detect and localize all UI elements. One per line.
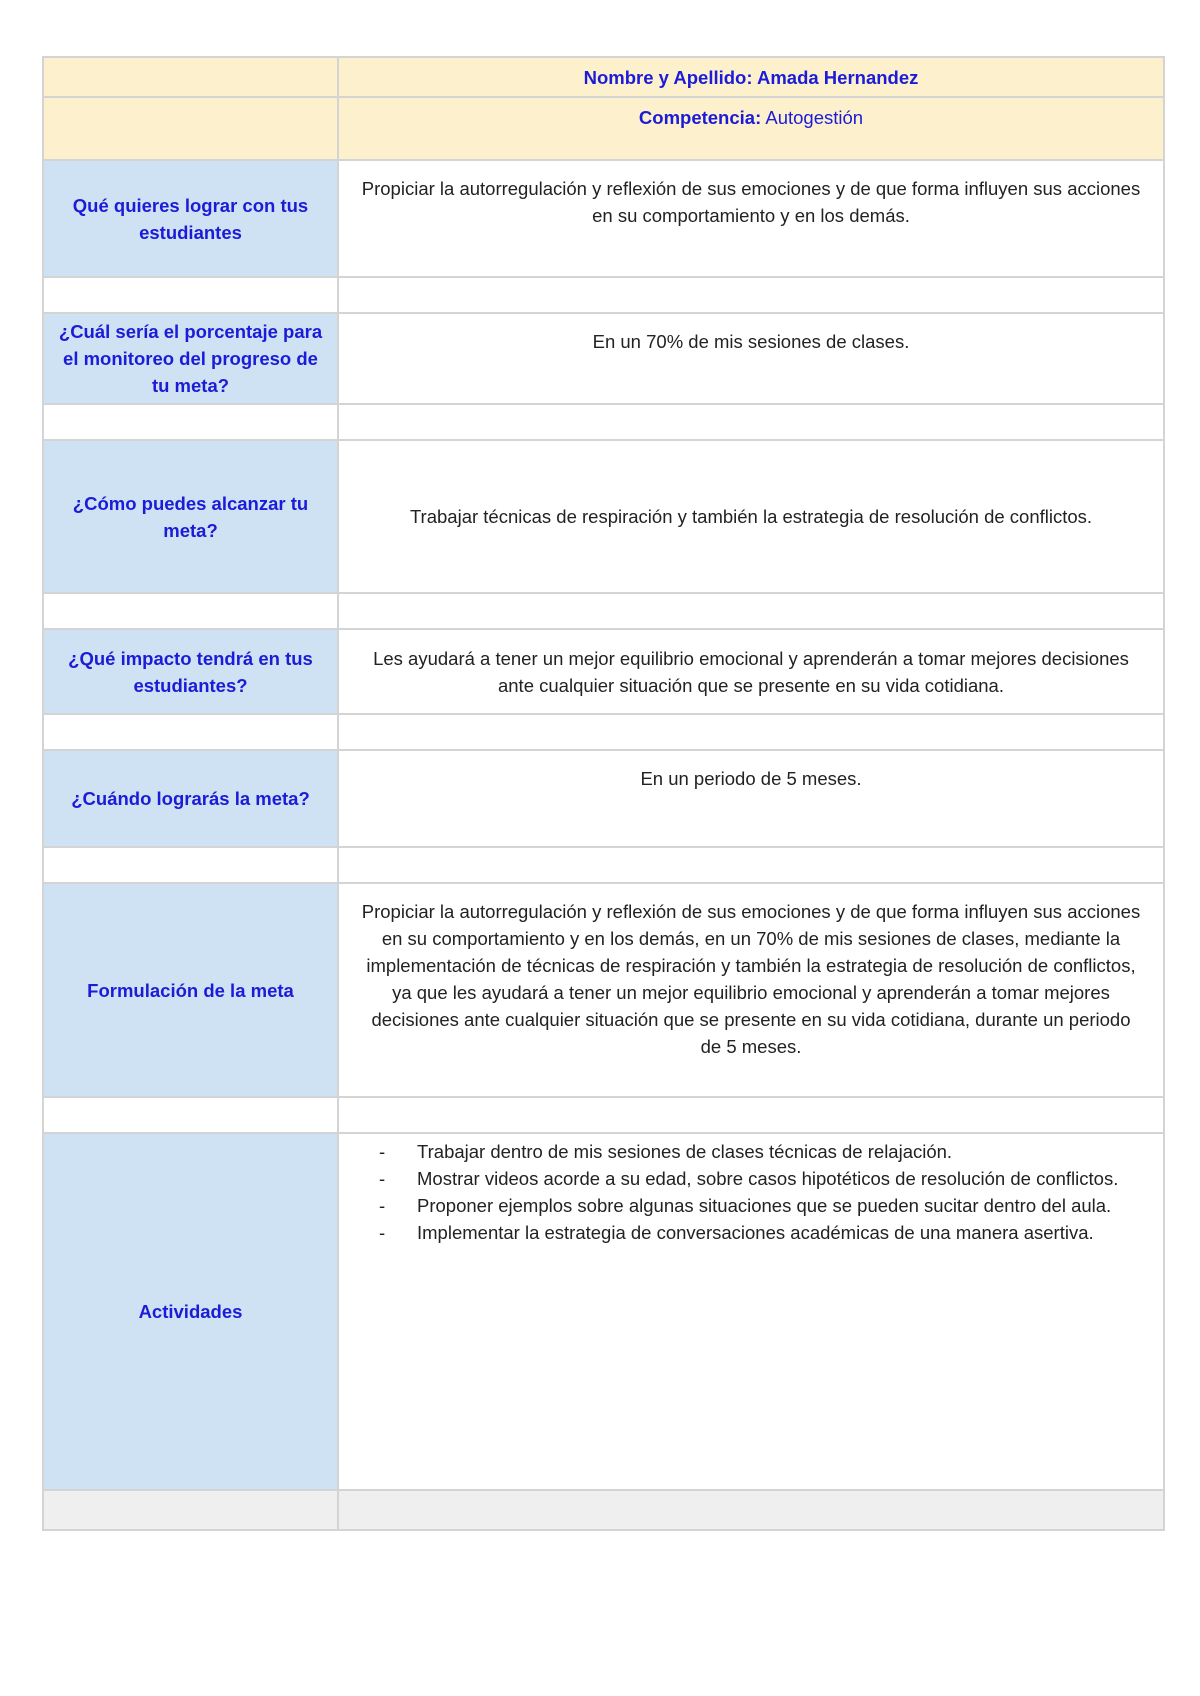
row-label: Formulación de la meta (43, 883, 338, 1097)
table-row (43, 883, 1164, 1097)
row-value: En un periodo de 5 meses. (338, 750, 1164, 847)
row-label: Qué quieres lograr con tus estudiantes (43, 160, 338, 277)
actividades-row (43, 1133, 1164, 1490)
row-label: ¿Cuándo lograrás la meta? (43, 750, 338, 847)
activities-list (359, 1138, 1143, 1246)
header-empty-cell (43, 57, 338, 97)
row-label: ¿Qué impacto tendrá en tus estudiantes? (43, 629, 338, 714)
row-label: ¿Cuál sería el porcentaje para el monitoreo del progreso de tu meta? (43, 313, 338, 404)
row-value: Les ayudará a tener un mejor equilibrio emocional y aprenderán a tomar mejores decisiones ante cualquier situación que se presente en su vida cotidiana. (338, 629, 1164, 714)
spacer-row (43, 593, 1164, 629)
list-item (379, 1219, 1143, 1246)
spacer-row (43, 847, 1164, 883)
activity-text: Proponer ejemplos sobre algunas situaciones que se pueden sucitar dentro del aula. (417, 1195, 1112, 1216)
bullet-dash: - (379, 1222, 386, 1243)
table-row (43, 313, 1164, 404)
bullet-dash: - (379, 1168, 386, 1189)
spacer-row (43, 1097, 1164, 1133)
row-value: Trabajar técnicas de respiración y también la estrategia de resolución de conflictos. (338, 440, 1164, 593)
list-item (379, 1138, 1143, 1165)
row-label: ¿Cómo puedes alcanzar tu meta? (43, 440, 338, 593)
list-item (379, 1192, 1143, 1219)
spacer-row (43, 404, 1164, 440)
table-row (43, 440, 1164, 593)
bullet-dash: - (379, 1195, 386, 1216)
table-row (43, 629, 1164, 714)
spacer-row (43, 714, 1164, 750)
competencia-label: Competencia: (638, 107, 762, 128)
list-item (379, 1165, 1143, 1192)
spacer-row (43, 277, 1164, 313)
footer-row (43, 1490, 1164, 1530)
row-value: En un 70% de mis sesiones de clases. (338, 313, 1164, 404)
activity-text: Implementar la estrategia de conversaciones académicas de una manera asertiva. (417, 1222, 1094, 1243)
table-row (43, 750, 1164, 847)
header-competencia-row (43, 97, 1164, 160)
row-value: Propiciar la autorregulación y reflexión de sus emociones y de que forma influyen sus acciones en su comportamiento y en los demás, en un 70% de mis sesiones de clases, mediante la implementación de técnicas de respiración y también la estrategia de resolución de conflictos, ya que les ayudará a tener un mejor equilibrio emocional y aprenderán a tomar mejores decisiones ante cualquier situación que se presente en su vida cotidiana, durante un periodo de 5 meses. (338, 883, 1164, 1097)
header-empty-cell (43, 97, 338, 160)
table-row (43, 160, 1164, 277)
activity-text: Trabajar dentro de mis sesiones de clases técnicas de relajación. (417, 1141, 953, 1162)
competencia-line (338, 97, 1164, 160)
row-value: Propiciar la autorregulación y reflexión de sus emociones y de que forma influyen sus acciones en su comportamiento y en los demás. (338, 160, 1164, 277)
header-name-row (43, 57, 1164, 97)
row-label: Actividades (43, 1133, 338, 1490)
activity-text: Mostrar videos acorde a su edad, sobre casos hipotéticos de resolución de conflictos. (417, 1168, 1119, 1189)
actividades-cell (338, 1133, 1164, 1490)
bullet-dash: - (379, 1141, 386, 1162)
competencia-value: Autogestión (765, 107, 864, 128)
goal-table (42, 56, 1165, 1531)
name-line: Nombre y Apellido: Amada Hernandez (338, 57, 1164, 97)
